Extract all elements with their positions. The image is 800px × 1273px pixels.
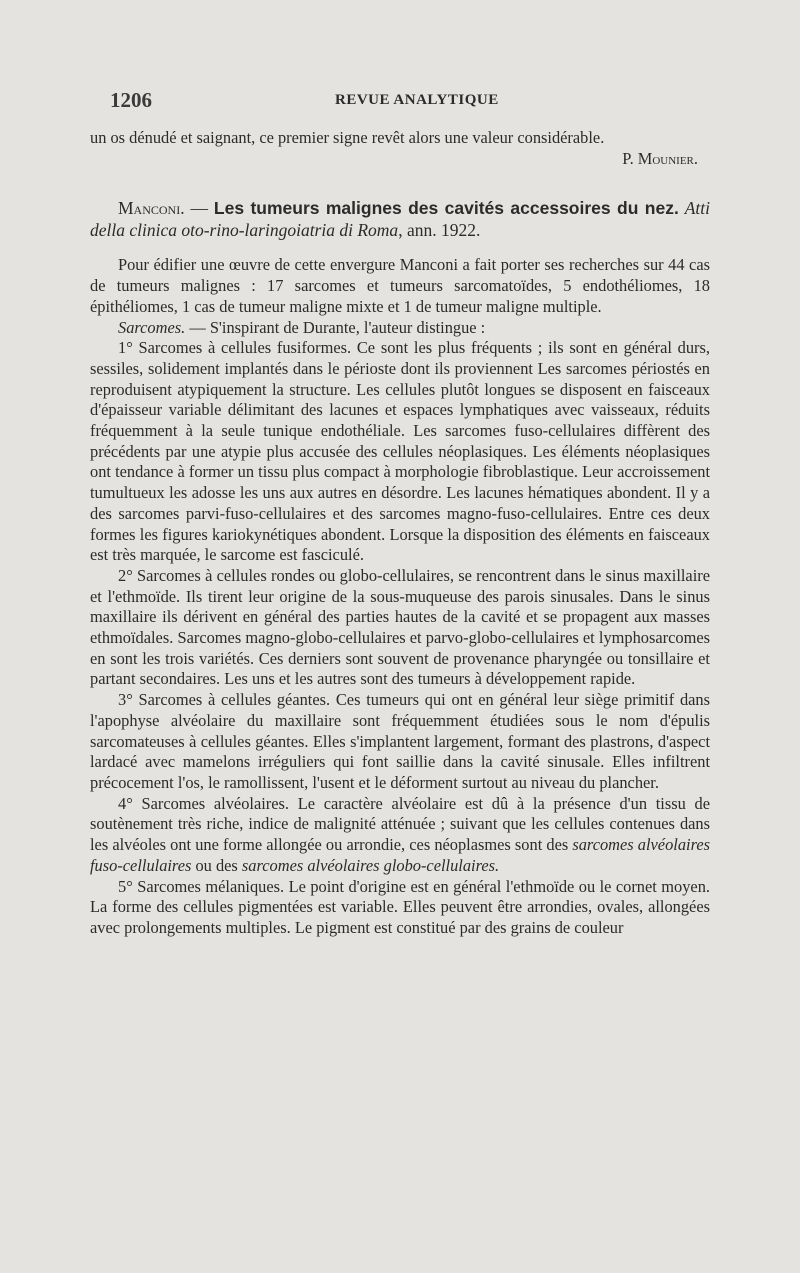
entry-year: , ann. 1922. (398, 220, 481, 241)
paragraph: 4° Sarcomes alvéolaires. Le caractère alvéolaire est dû à la présence d'un tissu de soutènement très riche, indice de malignité atténuée ; suivant que les cellules contenues dans les alvéoles ont une forme allongée ou arrondie, ces néoplasmes sont des sarcomes alvéolaires fuso-cellulaires ou des sarcomes alvéolaires globo-cellulaires. (90, 793, 710, 875)
paragraph: 2° Sarcomes à cellules rondes ou globo-cellulaires, se rencontrent dans le sinus maxillaire et l'ethmoïde. Ils tirent leur origine de la sous-muqueuse des parois sinusales. Dans le sinus maxillaire ils dérivent en général des parties hautes de la cavité et se propagent aux masses ethmoïdales. Sarcomes magno-globo-cellulaires et parvo-globo-cellulaires et lymphosarcomes en sont les trois variétés. Ces derniers sont souvent de provenance pharyngée ou tonsillaire et partant secondaires. Les uns et les autres sont des tumeurs à développement rapide. (90, 565, 710, 689)
paragraph: 3° Sarcomes à cellules géantes. Ces tumeurs qui ont en général leur siège primitif dans l'apophyse alvéolaire du maxillaire sont fréquemment étudiées sous le nom d'épulis sarcomateuses à cellules géantes. Elles s'implantent largement, formant des plastrons, d'aspect lardacé avec mamelons irréguliers qui font saillie dans la cavité sinusale. Elles infiltrent précocement l'os, le ramollissent, l'usent et le déforment surtout au niveau du plancher. (90, 690, 710, 792)
paragraph: Sarcomes. — S'inspirant de Durante, l'auteur distingue : (118, 317, 486, 337)
reviewer-signature: P. Mounier. (622, 148, 698, 168)
entry-author: Manconi. (118, 198, 185, 219)
entry-title: Les tumeurs malignes des cavités accessoires du nez. (213, 198, 679, 219)
paragraph: 5° Sarcomes mélaniques. Le point d'origine est en général l'ethmoïde ou le cornet moyen. La forme des cellules pigmentées est variable. Elles peuvent être arrondies, ovales, allongées avec prolongements multiples. Le pigment est constitué par des grains de couleur (90, 876, 710, 937)
entry-journal: Atti della clinica oto-rino-laringoiatria di Roma (90, 198, 710, 241)
previous-review-end: un os dénudé et saignant, ce premier signe revêt alors une valeur considérable. (90, 128, 605, 147)
page-number: 1206 (110, 88, 152, 112)
page-body (90, 128, 710, 939)
paragraph: 1° Sarcomes à cellules fusiformes. Ce sont les plus fréquents ; ils sont en général durs, sessiles, solidement implantés dans le périoste dont ils proviennent Les sarcomes périostés en reproduisent atypiquement la structure. Les cellules plutôt longues se disposent en faisceaux d'épaisseur variable délimitant des lacunes et espaces lymphatiques avec vaisseaux, réduits fréquemment à la seule tunique endothéliale. Les sarcomes fuso-cellulaires diffèrent des précédents par une atypie plus accusée des cellules néoplasiques. Les éléments néoplasiques ont tendance à former un tissu plus compact à morphologie fibroblastique. Leur accroissement tumultueux les adosse les uns aux autres en désordre. Les lacunes hématiques abondent. Il y a des sarcomes parvi-fuso-cellulaires et des sarcomes magno-fuso-cellulaires. Entre ces deux formes les figures kariokynétiques abondent. Lorsque la disposition des éléments en faisceaux est très marquée, le sarcome est fasciculé. (90, 338, 710, 565)
section-heading: Sarcomes. (118, 317, 186, 337)
bibliographic-entry (90, 197, 710, 241)
running-title: REVUE ANALYTIQUE (335, 92, 499, 108)
page-header (110, 88, 710, 118)
entry-dash: — (184, 198, 214, 219)
paragraph: Pour édifier une œuvre de cette envergure Manconi a fait porter ses recherches sur 44 cas de tumeurs malignes : 17 sarcomes et tumeurs sarcomatoïdes, 5 endothéliomes, 18 épithéliomes, 1 cas de tumeur maligne mixte et 1 de tumeur maligne multiple. (90, 255, 710, 316)
